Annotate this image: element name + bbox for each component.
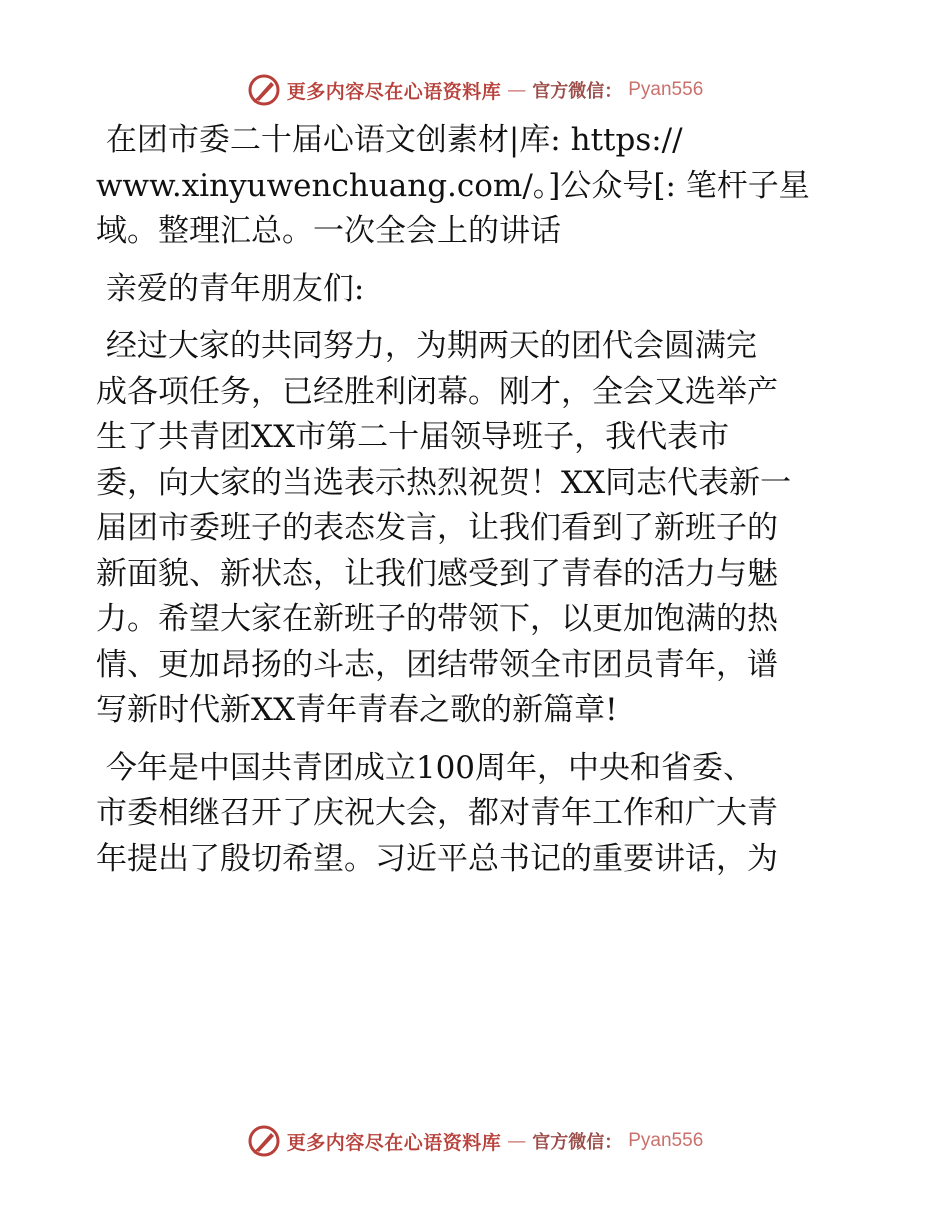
watermark-separator: — (507, 79, 527, 101)
quill-pen-logo-icon (247, 73, 281, 107)
text-line: 今年是中国共青团成立100周年，中央和省委、 (96, 749, 755, 786)
quill-pen-logo-icon (247, 1124, 281, 1158)
text-line: 力。希望大家在新班子的带领下，以更加饱满的热 (96, 601, 778, 637)
greeting-paragraph (96, 267, 854, 313)
watermark-banner-bottom (0, 1121, 950, 1161)
text-line: 成各项任务，已经胜利闭幕。刚才，全会又选举产 (96, 373, 778, 410)
watermark-separator: — (507, 1130, 527, 1152)
body-paragraph (96, 324, 854, 734)
text-line: www.xinyuwenchuang.com/。]公众号[: 笔杆子星 (96, 167, 810, 204)
watermark-id: Pyan556 (628, 1130, 704, 1151)
text-line: 写新时代新XX青年青春之歌的新篇章! (96, 692, 618, 728)
watermark-label: 官方微信： (532, 81, 623, 102)
text-line: 生了共青团XX市第二十届领导班子，我代表市 (96, 419, 730, 455)
body-paragraph (96, 746, 854, 883)
watermark-id: Pyan556 (628, 79, 704, 100)
watermark-text: 更多内容尽在心语资料库 (286, 1131, 502, 1154)
text-line: 情、更加昂扬的斗志，团结带领全市团员青年，谱 (96, 646, 778, 683)
text-line: 域。整理汇总。一次全会上的讲话 (96, 213, 561, 249)
text-line: 届团市委班子的表态发言，让我们看到了新班子的 (96, 510, 778, 546)
text-line: 亲爱的青年朋友们: (96, 270, 365, 307)
document-body (96, 118, 854, 882)
watermark-label: 官方微信： (532, 1132, 623, 1153)
text-line: 新面貌、新状态，让我们感受到了青春的活力与魅 (96, 555, 778, 592)
text-line: 市委相继召开了庆祝大会，都对青年工作和广大青 (96, 795, 778, 831)
text-line: 年提出了殷切希望。习近平总书记的重要讲话，为 (96, 840, 778, 877)
header-paragraph (96, 118, 854, 255)
text-line: 委，向大家的当选表示热烈祝贺！XX同志代表新一 (96, 464, 792, 501)
watermark-banner-top (0, 70, 950, 110)
text-line: 在团市委二十届心语文创素材|库: https:// (96, 122, 683, 158)
watermark-text: 更多内容尽在心语资料库 (286, 80, 502, 103)
text-line: 经过大家的共同努力，为期两天的团代会圆满完 (96, 328, 757, 364)
